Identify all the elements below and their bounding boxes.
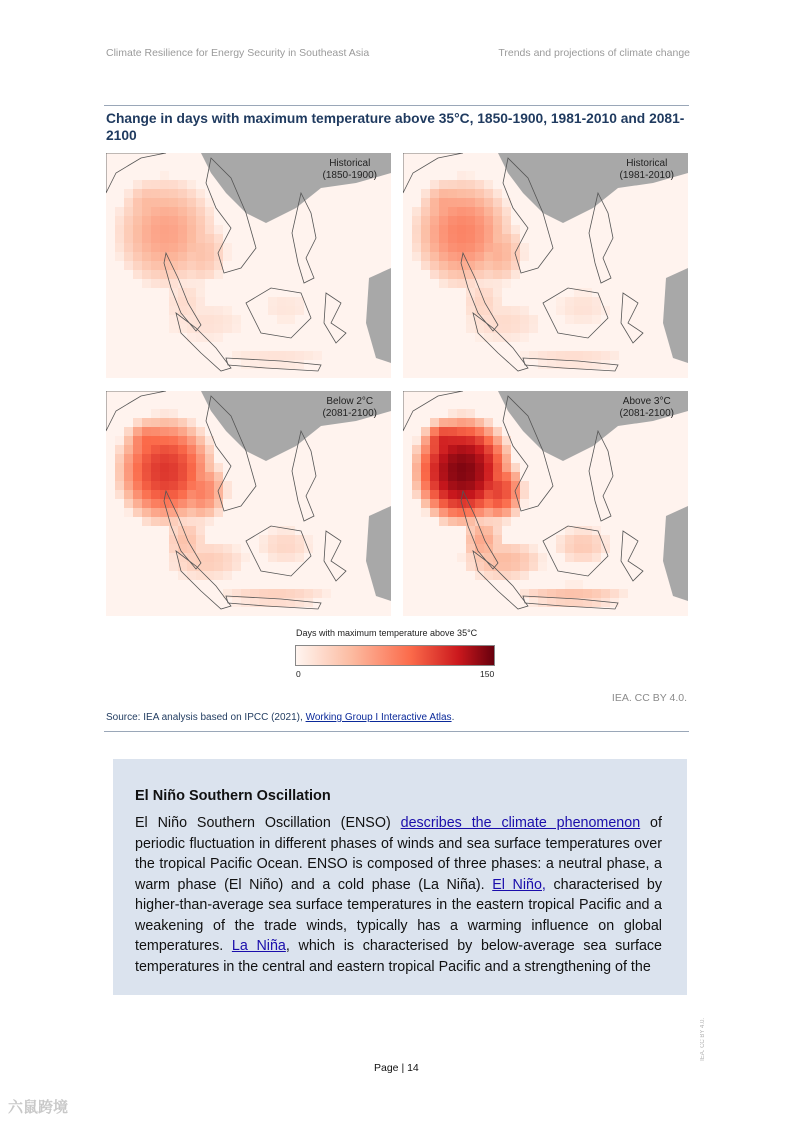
heat-map xyxy=(106,153,391,378)
heat-map xyxy=(106,391,391,616)
map-panel-above-3c xyxy=(403,391,688,616)
figure-source: Source: IEA analysis based on IPCC (2021), Working Group I Interactive Atlas. xyxy=(106,712,455,723)
top-divider xyxy=(104,105,689,106)
watermark-logo: 六鼠跨境 xyxy=(8,1099,69,1116)
figure-title: Change in days with maximum temperature above 35°C, 1850-1900, 1981-2010 and 2081-2100 xyxy=(106,111,685,143)
box-title: El Niño Southern Oscillation xyxy=(135,788,331,804)
climate-phenomenon-link[interactable]: describes the climate phenomenon xyxy=(400,815,641,831)
atlas-link[interactable]: Working Group I Interactive Atlas xyxy=(305,712,452,723)
heat-map xyxy=(403,153,688,378)
side-license-mark: IEA. CC BY 4.0. xyxy=(700,1018,706,1061)
box-paragraph: El Niño Southern Oscillation (ENSO) describes the climate phenomenon of periodic fluctuation in different phases of winds and sea surface temperatures over the tropical Pacific Ocean. ENSO is composed of three phases: a neutral phase, a warm phase (El Niño) and a cold phase (La Niña). El Niño, characterised by higher-than-average sea surface temperatures in the eastern tropical Pacific and a weakening of the trade winds, typically has a warming influence on global temperatures. La Niña, which is characterised by below-average sea surface temperatures in the central and eastern tropical Pacific and a strengthening of the xyxy=(135,815,663,975)
page-number: Page | 14 xyxy=(374,1062,419,1074)
map-panel-label: Above 3°C (2081-2100) xyxy=(619,396,674,419)
map-panel-label: Historical (1850-1900) xyxy=(322,158,377,181)
running-header-left: Climate Resilience for Energy Security in Southeast Asia xyxy=(106,47,370,59)
map-panel-historical-1981 xyxy=(403,153,688,378)
la-nina-link[interactable]: La Niña xyxy=(231,938,286,954)
figure-credit: IEA. CC BY 4.0. xyxy=(611,692,687,704)
legend-color-bar xyxy=(295,645,495,666)
enso-box xyxy=(113,759,687,995)
legend-min-label: 0 xyxy=(296,669,301,679)
el-nino-link[interactable]: El Niño, xyxy=(492,876,546,893)
map-panel-label: Below 2°C (2081-2100) xyxy=(322,396,377,419)
legend-title: Days with maximum temperature above 35°C xyxy=(296,628,478,638)
legend-max-label: 150 xyxy=(480,669,495,679)
running-header-right: Trends and projections of climate change xyxy=(498,47,690,59)
bottom-divider xyxy=(104,731,689,732)
map-panel-below-2c xyxy=(106,391,391,616)
map-panel-historical-1850 xyxy=(106,153,391,378)
map-panel-label: Historical (1981-2010) xyxy=(619,158,674,181)
heat-map xyxy=(403,391,688,616)
